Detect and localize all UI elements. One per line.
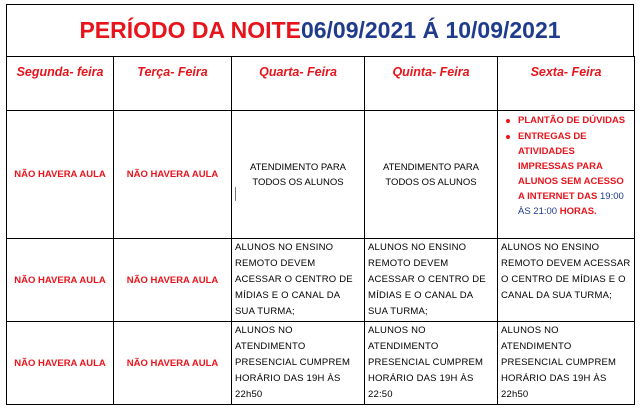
list-item: ENTREGAS DE ATIVIDADES IMPRESSAS PARA ALUNOS SEM ACESSO A INTERNET DAS 19:00 ÀS 21:00 HORAS. — [504, 129, 630, 219]
header-row — [7, 57, 635, 111]
cell-no-class: NÃO HAVERA AULA — [7, 239, 114, 322]
title-period: PERÍODO DA NOITE — [79, 17, 301, 43]
cell-remote-instructions: ALUNOS NO ENSINO REMOTO DEVEM ACESSAR O CENTRO DE MÍDIAS E O CANAL DA SUA TURMA; — [498, 239, 635, 322]
cell-presencial-sexta: ALUNOS NO ATENDIMENTO PRESENCIAL CUMPREM HORÁRIO DAS 19H ÀS 22h50 — [498, 322, 635, 405]
bullet-icon — [506, 135, 510, 139]
cell-quinta-atendimento: ATENDIMENTO PARA TODOS OS ALUNOS — [365, 111, 498, 239]
schedule-table — [6, 56, 635, 405]
cell-no-class: NÃO HAVERA AULA — [7, 111, 114, 239]
cell-sexta-plantao — [498, 111, 635, 239]
header-quarta: Quarta- Feira — [232, 57, 365, 111]
cell-presencial-quarta: ALUNOS NO ATENDIMENTO PRESENCIAL CUMPREM HORÁRIO DAS 19H ÀS 22h50 — [232, 322, 365, 405]
cell-no-class: NÃO HAVERA AULA — [114, 322, 232, 405]
cell-no-class: NÃO HAVERA AULA — [114, 239, 232, 322]
bullet-icon — [506, 119, 510, 123]
title-dates: 06/09/2021 Á 10/09/2021 — [300, 17, 561, 43]
page-title — [6, 4, 634, 56]
header-segunda: Segunda- feira — [7, 57, 114, 111]
text-cursor — [235, 187, 236, 201]
cell-remote-instructions: ALUNOS NO ENSINO REMOTO DEVEM ACESSAR O CENTRO DE MÍDIAS E O CANAL DA SUA TURMA; — [232, 239, 365, 322]
header-sexta: Sexta- Feira — [498, 57, 635, 111]
cell-remote-instructions: ALUNOS NO ENSINO REMOTO DEVEM ACESSAR O CENTRO DE MÍDIAS E O CANAL DA SUA TURMA; — [365, 239, 498, 322]
cell-quarta-atendimento — [232, 111, 365, 239]
header-quinta: Quinta- Feira — [365, 57, 498, 111]
table-row — [7, 111, 635, 239]
time-range: 19:00 ÀS 21:00 — [518, 191, 624, 217]
cell-no-class: NÃO HAVERA AULA — [114, 111, 232, 239]
table-row — [7, 239, 635, 322]
table-row — [7, 322, 635, 405]
atendimento-text: ATENDIMENTO PARA TODOS OS ALUNOS — [249, 161, 347, 188]
cell-presencial-quinta: ALUNOS NO ATENDIMENTO PRESENCIAL CUMPREM HORÁRIO DAS 19H ÀS 22:50 — [365, 322, 498, 405]
list-item: PLANTÃO DE DÚVIDAS — [504, 113, 630, 128]
bullet-list — [498, 113, 634, 219]
header-terca: Terça- Feira — [114, 57, 232, 111]
cell-no-class: NÃO HAVERA AULA — [7, 322, 114, 405]
